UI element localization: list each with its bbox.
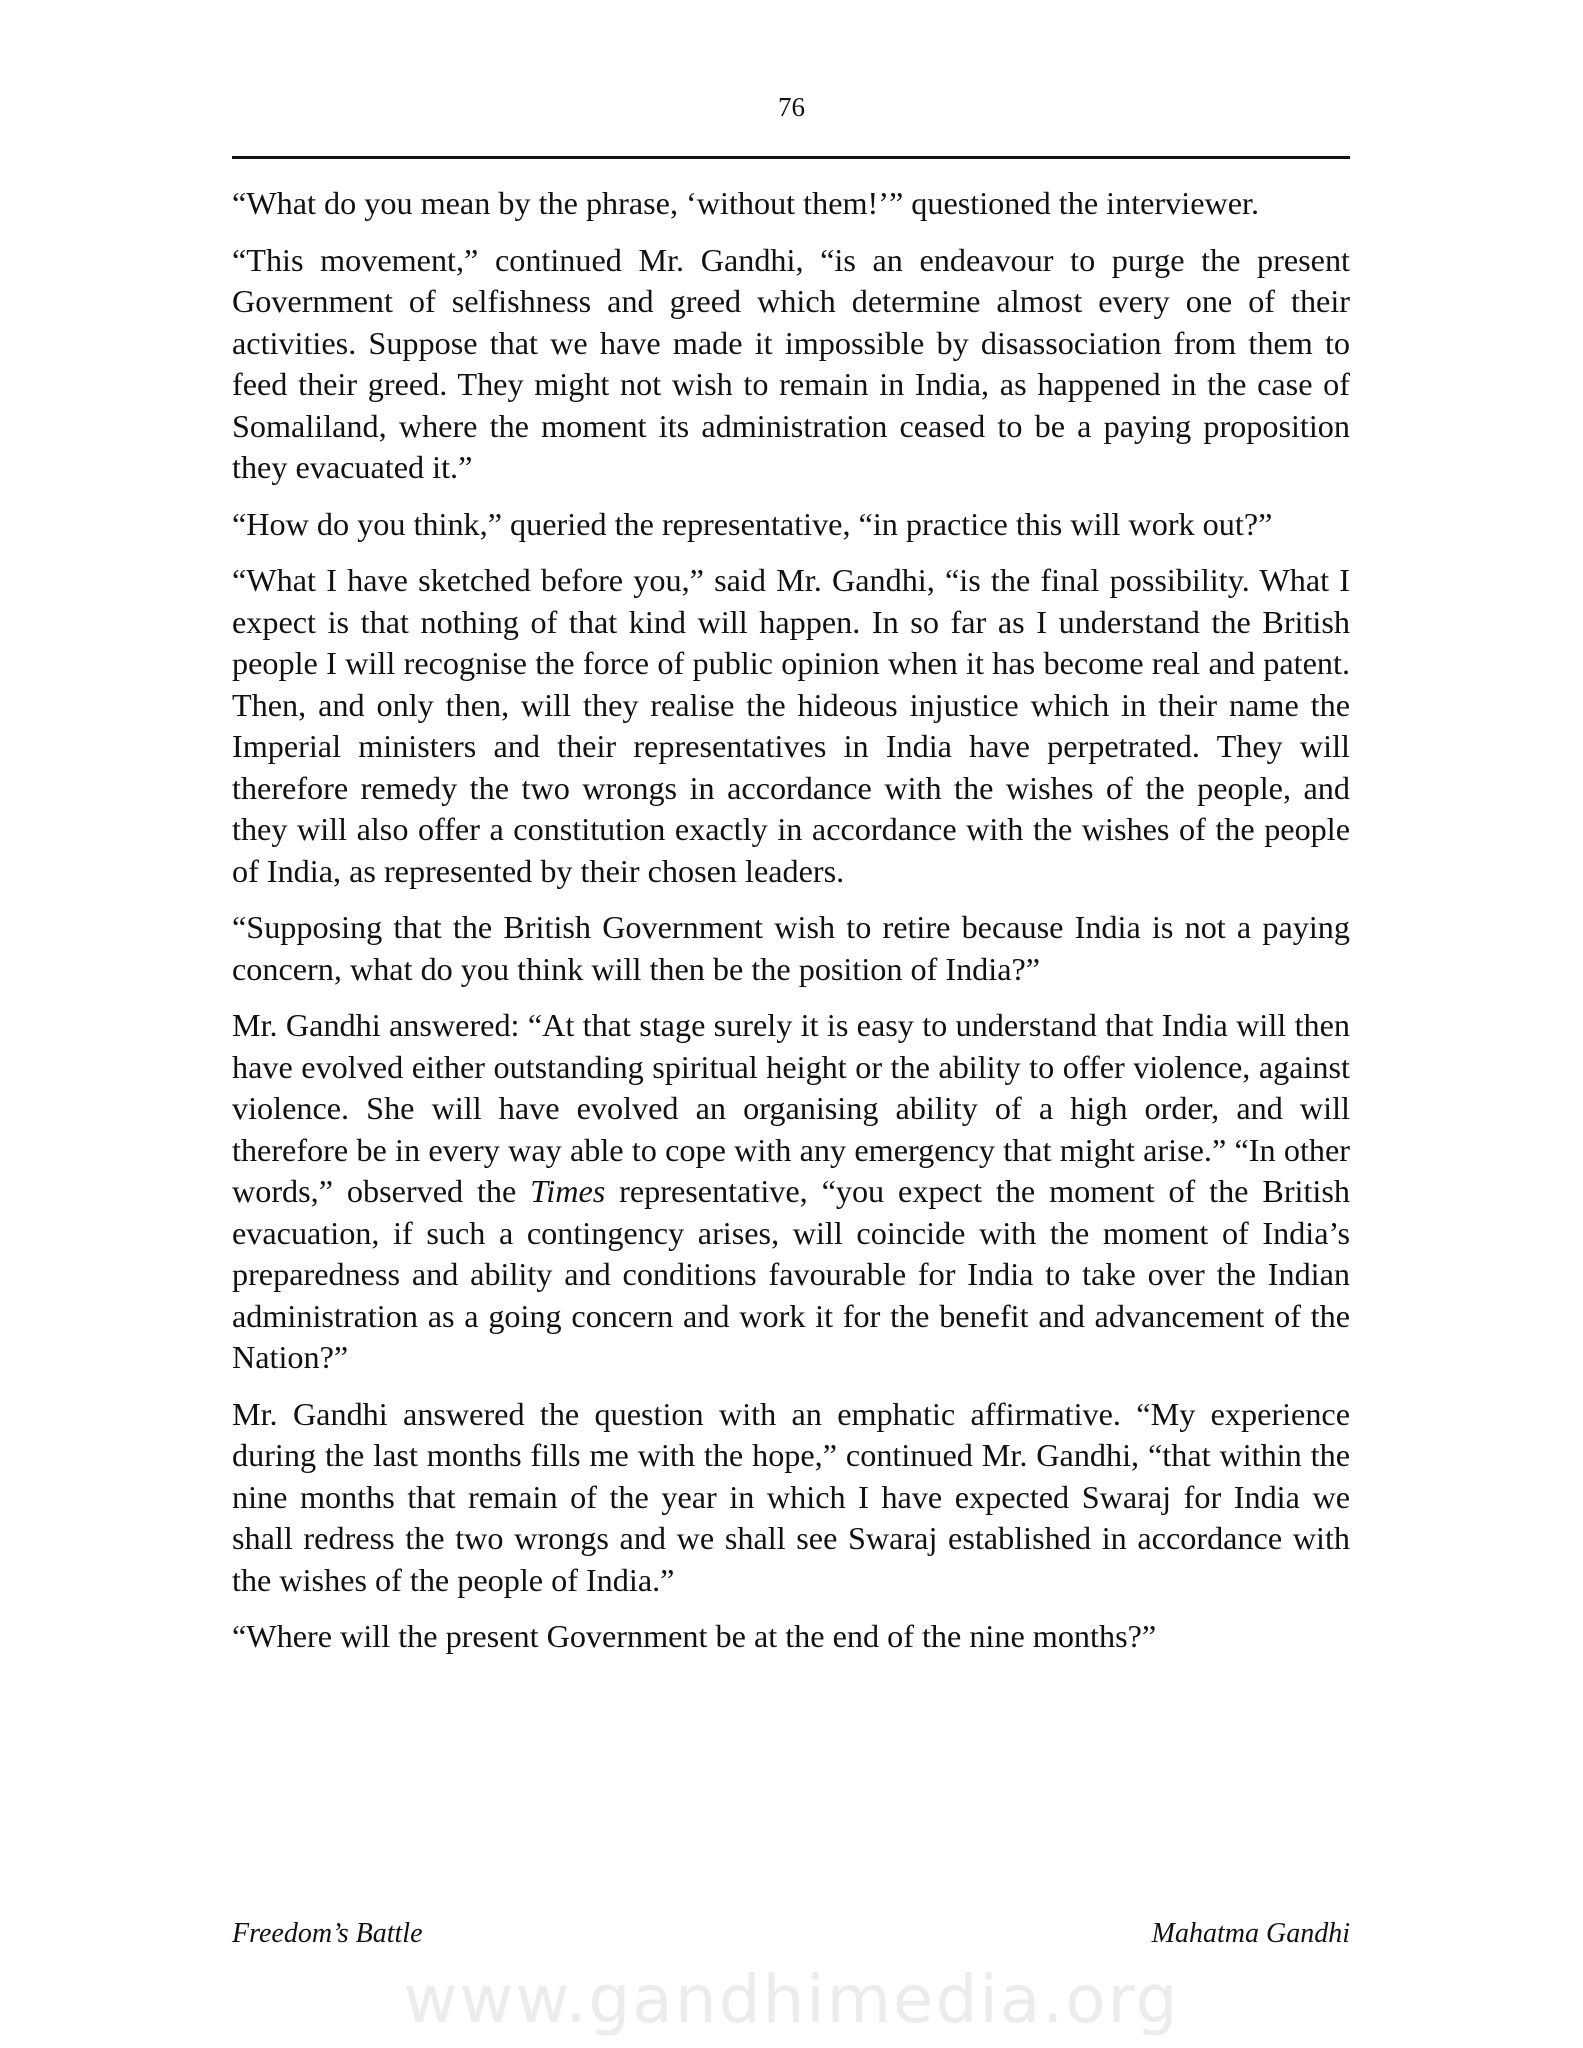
paragraph-5: “Supposing that the British Government wish to retire because India is not a paying concern, what do you think will then be the position of India?” [232, 909, 1350, 987]
times-newspaper-name: Times [530, 1173, 606, 1209]
paragraph-2: “This movement,” continued Mr. Gandhi, “is an endeavour to purge the present Government of selfishness and greed which determine almost every one of their activities. Suppose that we have made it impossible by disassociation from them to feed their greed. They might not wish to remain in India, as happened in the case of Somaliland, where the moment its administration ceased to be a paying proposition they evacuated it.” [232, 241, 1350, 485]
paragraph-7: Mr. Gandhi answered the question with an emphatic affirmative. “My experience during the last months fills me with the hope,” continued Mr. Gandhi, “that within the nine months that remain of the year in which I have expected Swaraj for India we shall redress the two wrongs and we shall see Swaraj established in accordance with the wishes of the people of India.” [232, 1395, 1350, 1598]
footer-book-title: Freedom’s Battle [232, 1918, 423, 1949]
footer-author: Mahatma Gandhi [1151, 1918, 1350, 1949]
paragraph-6-text-after: representative, “you expect the moment of the British evacuation, if such a contingency arises, will coincide with the moment of India’s preparedness and ability and conditions favourable for India to take over the Indian administration as a going concern and work it for the benefit and advancement of the Nation?” [232, 1173, 1350, 1375]
page-number: 76 [778, 92, 805, 122]
watermark: www.gandhimedia.org [403, 1961, 1180, 2038]
paragraph-6 [232, 1005, 1350, 1379]
paragraph-6-text-before: Mr. Gandhi answered: “At that stage surely it is easy to understand that India will then have evolved either outstanding spiritual height or the ability to offer violence, against violence. She will have evolved an organising ability of a high order, and will therefore be in every way able to cope with any emergency that might arise.” “In other words,” observed the [232, 1007, 1350, 1209]
header-rule [232, 156, 1350, 159]
paragraph-1: “What do you mean by the phrase, ‘without them!’” questioned the interviewer. [232, 185, 1259, 221]
paragraph-4: “What I have sketched before you,” said Mr. Gandhi, “is the final possibility. What I expect is that nothing of that kind will happen. In so far as I understand the British people I will recognise the force of public opinion when it has become real and patent. Then, and only then, will they realise the hideous injustice which in their name the Imperial ministers and their representatives in India have perpetrated. They will therefore remedy the two wrongs in accordance with the wishes of the people, and they will also offer a constitution exactly in accordance with the wishes of the people of India, as represented by their chosen leaders. [232, 562, 1350, 889]
paragraph-3: “How do you think,” queried the representative, “in practice this will work out?” [232, 505, 1273, 542]
body-text [232, 183, 1350, 1673]
paragraph-8: “Where will the present Government be at the end of the nine months?” [232, 1618, 1157, 1654]
